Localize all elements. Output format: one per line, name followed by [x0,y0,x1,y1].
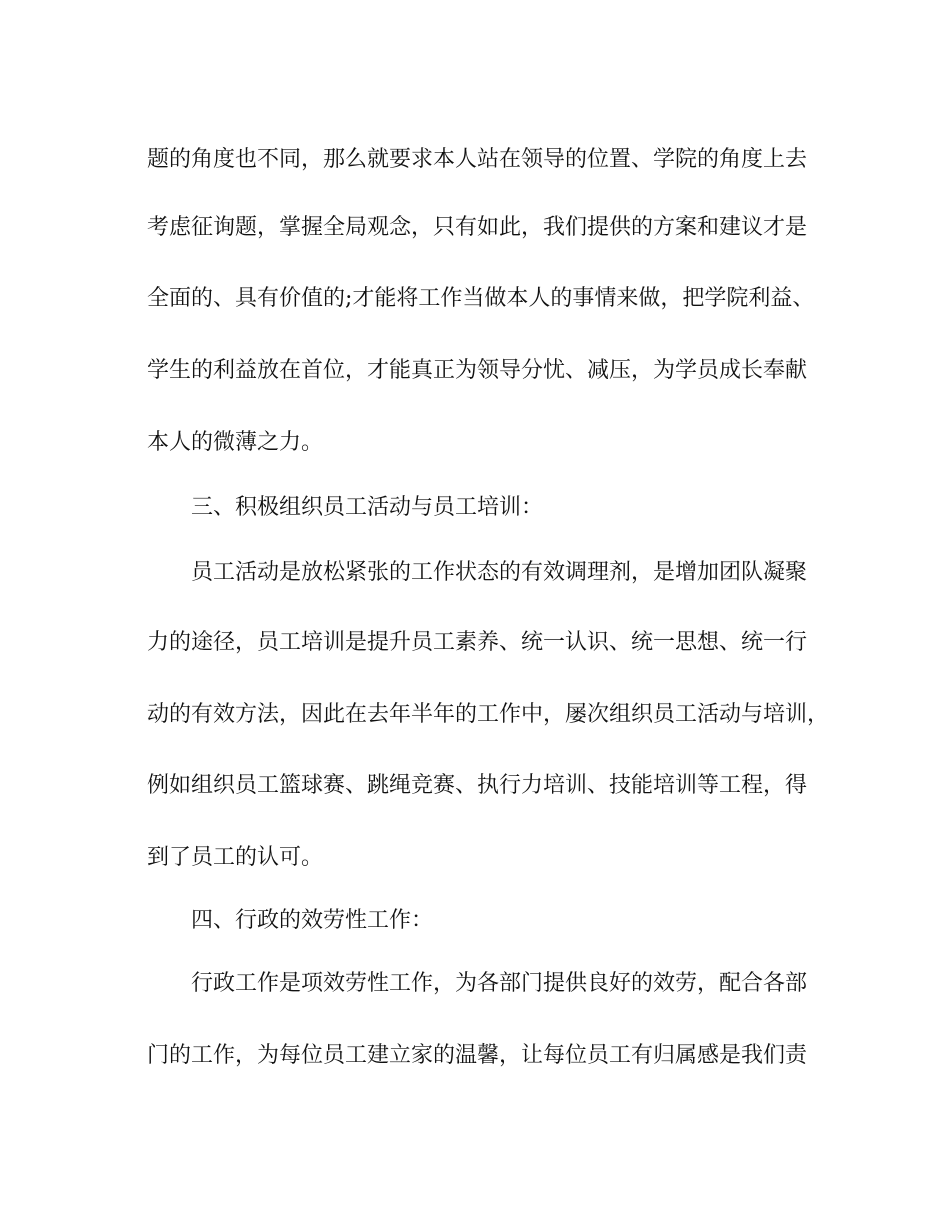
paragraph-line: 例如组织员工篮球赛、跳绳竞赛、执行力培训、技能培训等工程，得 [147,773,808,798]
paragraph-line: 动的有效方法，因此在去年半年的工作中，屡次组织员工活动与培训， [147,702,830,727]
paragraph-line: 学生的利益放在首位，才能真正为领导分忧、减压，为学员成长奉献 [147,358,808,383]
paragraph-line: 本人的微薄之力。 [147,430,324,455]
paragraph-line: 题的角度也不同，那么就要求本人站在领导的位置、学院的角度上去 [147,147,808,172]
paragraph-line: 员工活动是放松紧张的工作状态的有效调理剂，是增加团队凝聚 [191,560,808,585]
paragraph-line: 考虑征询题，掌握全局观念，只有如此，我们提供的方案和建议才是 [147,215,808,240]
paragraph-line: 全面的、具有价值的;才能将工作当做本人的事情来做，把学院利益、 [147,286,815,311]
paragraph-line: 力的途径，员工培训是提升员工素养、统一认识、统一思想、统一行 [147,630,808,655]
section-heading: 三、积极组织员工活动与员工培训： [191,495,544,520]
paragraph-line: 到了员工的认可。 [147,845,324,870]
paragraph-line: 门的工作，为每位员工建立家的温馨，让每位员工有归属感是我们责 [147,1043,808,1068]
paragraph-line: 行政工作是项效劳性工作，为各部门提供良好的效劳，配合各部 [191,971,808,996]
section-heading: 四、行政的效劳性工作： [191,908,434,933]
